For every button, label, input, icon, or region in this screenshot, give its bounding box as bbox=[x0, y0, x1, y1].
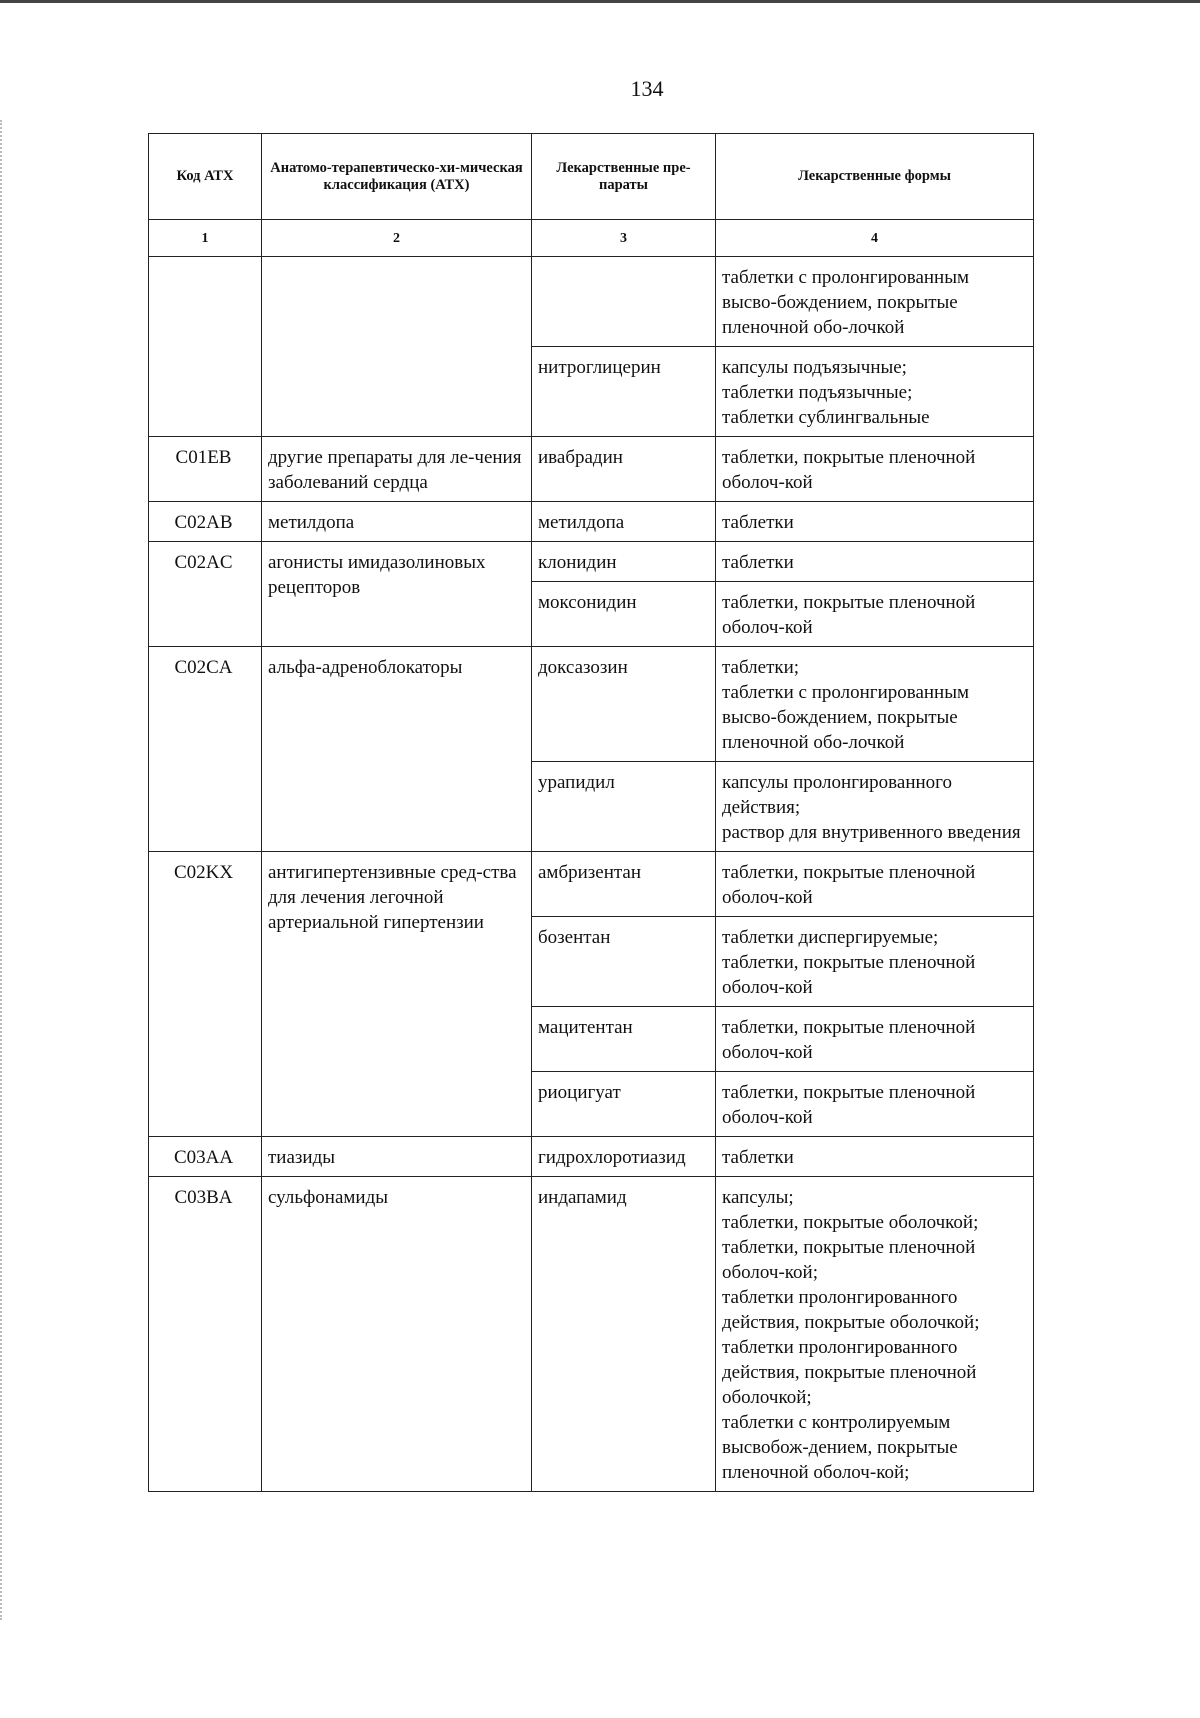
scan-top-edge bbox=[0, 0, 1200, 3]
table-row bbox=[149, 1137, 1034, 1177]
forms-cell bbox=[716, 917, 1034, 1007]
code-cell: C02KX bbox=[149, 852, 262, 1137]
forms-cell: таблетки bbox=[716, 1137, 1034, 1177]
code-cell: C02AB bbox=[149, 502, 262, 542]
drug-cell: амбризентан bbox=[532, 852, 716, 917]
forms-cell bbox=[716, 347, 1034, 437]
table-row bbox=[149, 542, 1034, 582]
form-item: капсулы подъязычные; bbox=[722, 357, 907, 378]
drug-cell: метилдопа bbox=[532, 502, 716, 542]
classification-cell: агонисты имидазолиновых рецепторов bbox=[262, 542, 532, 647]
forms-cell: таблетки, покрытые пленочной оболоч-кой bbox=[716, 1007, 1034, 1072]
header-classification: Анатомо-терапевтическо-хи-мическая классификация (АТХ) bbox=[262, 134, 532, 220]
header-row bbox=[149, 134, 1034, 220]
code-cell bbox=[149, 257, 262, 437]
drug-cell: бозентан bbox=[532, 917, 716, 1007]
table-row bbox=[149, 437, 1034, 502]
forms-cell: таблетки, покрытые пленочной оболоч-кой bbox=[716, 582, 1034, 647]
forms-cell: таблетки с пролонгированным высво-бождением, покрытые пленочной обо-лочкой bbox=[716, 257, 1034, 347]
form-item: таблетки пролонгированного действия, покрытые пленочной оболочкой; bbox=[722, 1337, 977, 1408]
drug-cell: мацитентан bbox=[532, 1007, 716, 1072]
code-cell: C02AC bbox=[149, 542, 262, 647]
form-item: таблетки подъязычные; bbox=[722, 382, 913, 403]
forms-cell bbox=[716, 647, 1034, 762]
drug-cell bbox=[532, 257, 716, 347]
forms-cell: таблетки bbox=[716, 542, 1034, 582]
table-row bbox=[149, 647, 1034, 762]
form-item: таблетки, покрытые оболочкой; bbox=[722, 1212, 979, 1233]
scan-left-edge bbox=[0, 120, 6, 1620]
table-row bbox=[149, 502, 1034, 542]
header-drugs: Лекарственные пре-параты bbox=[532, 134, 716, 220]
classification-cell: альфа-адреноблокаторы bbox=[262, 647, 532, 852]
drug-cell: доксазозин bbox=[532, 647, 716, 762]
drug-cell: гидрохлоротиазид bbox=[532, 1137, 716, 1177]
column-number: 1 bbox=[149, 220, 262, 257]
form-item: таблетки с пролонгированным высво-бождением, покрытые пленочной обо-лочкой bbox=[722, 682, 970, 753]
classification-cell: антигипертензивные сред-ства для лечения легочной артериальной гипертензии bbox=[262, 852, 532, 1137]
code-cell: C03AA bbox=[149, 1137, 262, 1177]
code-cell: C03BA bbox=[149, 1177, 262, 1492]
forms-cell: таблетки bbox=[716, 502, 1034, 542]
table-row bbox=[149, 852, 1034, 917]
classification-cell: другие препараты для ле-чения заболеваний сердца bbox=[262, 437, 532, 502]
form-item: таблетки сублингвальные bbox=[722, 407, 930, 428]
header-forms: Лекарственные формы bbox=[716, 134, 1034, 220]
form-item: таблетки; bbox=[722, 657, 800, 678]
form-item: таблетки пролонгированного действия, покрытые оболочкой; bbox=[722, 1287, 980, 1333]
forms-cell: таблетки, покрытые пленочной оболоч-кой bbox=[716, 437, 1034, 502]
header-code: Код АТХ bbox=[149, 134, 262, 220]
drug-cell: клонидин bbox=[532, 542, 716, 582]
form-item: таблетки, покрытые пленочной оболоч-кой bbox=[722, 952, 976, 998]
form-item: таблетки диспергируемые; bbox=[722, 927, 939, 948]
code-cell: C01EB bbox=[149, 437, 262, 502]
column-number: 4 bbox=[716, 220, 1034, 257]
drug-cell: урапидил bbox=[532, 762, 716, 852]
table-row bbox=[149, 257, 1034, 347]
classification-cell: сульфонамиды bbox=[262, 1177, 532, 1492]
code-cell: C02CA bbox=[149, 647, 262, 852]
forms-cell bbox=[716, 762, 1034, 852]
form-item: капсулы пролонгированного действия; bbox=[722, 772, 952, 818]
form-item: раствор для внутривенного введения bbox=[722, 822, 1021, 843]
drug-cell: риоцигуат bbox=[532, 1072, 716, 1137]
drug-cell: ивабрадин bbox=[532, 437, 716, 502]
drug-cell: нитроглицерин bbox=[532, 347, 716, 437]
column-number: 2 bbox=[262, 220, 532, 257]
classification-cell: тиазиды bbox=[262, 1137, 532, 1177]
forms-cell: таблетки, покрытые пленочной оболоч-кой bbox=[716, 1072, 1034, 1137]
table-row bbox=[149, 1177, 1034, 1492]
forms-cell bbox=[716, 1177, 1034, 1492]
drug-cell: моксонидин bbox=[532, 582, 716, 647]
forms-cell: таблетки, покрытые пленочной оболоч-кой bbox=[716, 852, 1034, 917]
column-number: 3 bbox=[532, 220, 716, 257]
page-number: 134 bbox=[630, 76, 664, 101]
form-item: таблетки, покрытые пленочной оболоч-кой; bbox=[722, 1237, 976, 1283]
form-item: капсулы; bbox=[722, 1187, 794, 1208]
atx-table bbox=[148, 133, 1034, 1492]
form-item: таблетки с контролируемым высвобож-дением, покрытые пленочной оболоч-кой; bbox=[722, 1412, 958, 1483]
classification-cell: метилдопа bbox=[262, 502, 532, 542]
column-number-row bbox=[149, 220, 1034, 257]
drug-cell: индапамид bbox=[532, 1177, 716, 1492]
classification-cell bbox=[262, 257, 532, 437]
